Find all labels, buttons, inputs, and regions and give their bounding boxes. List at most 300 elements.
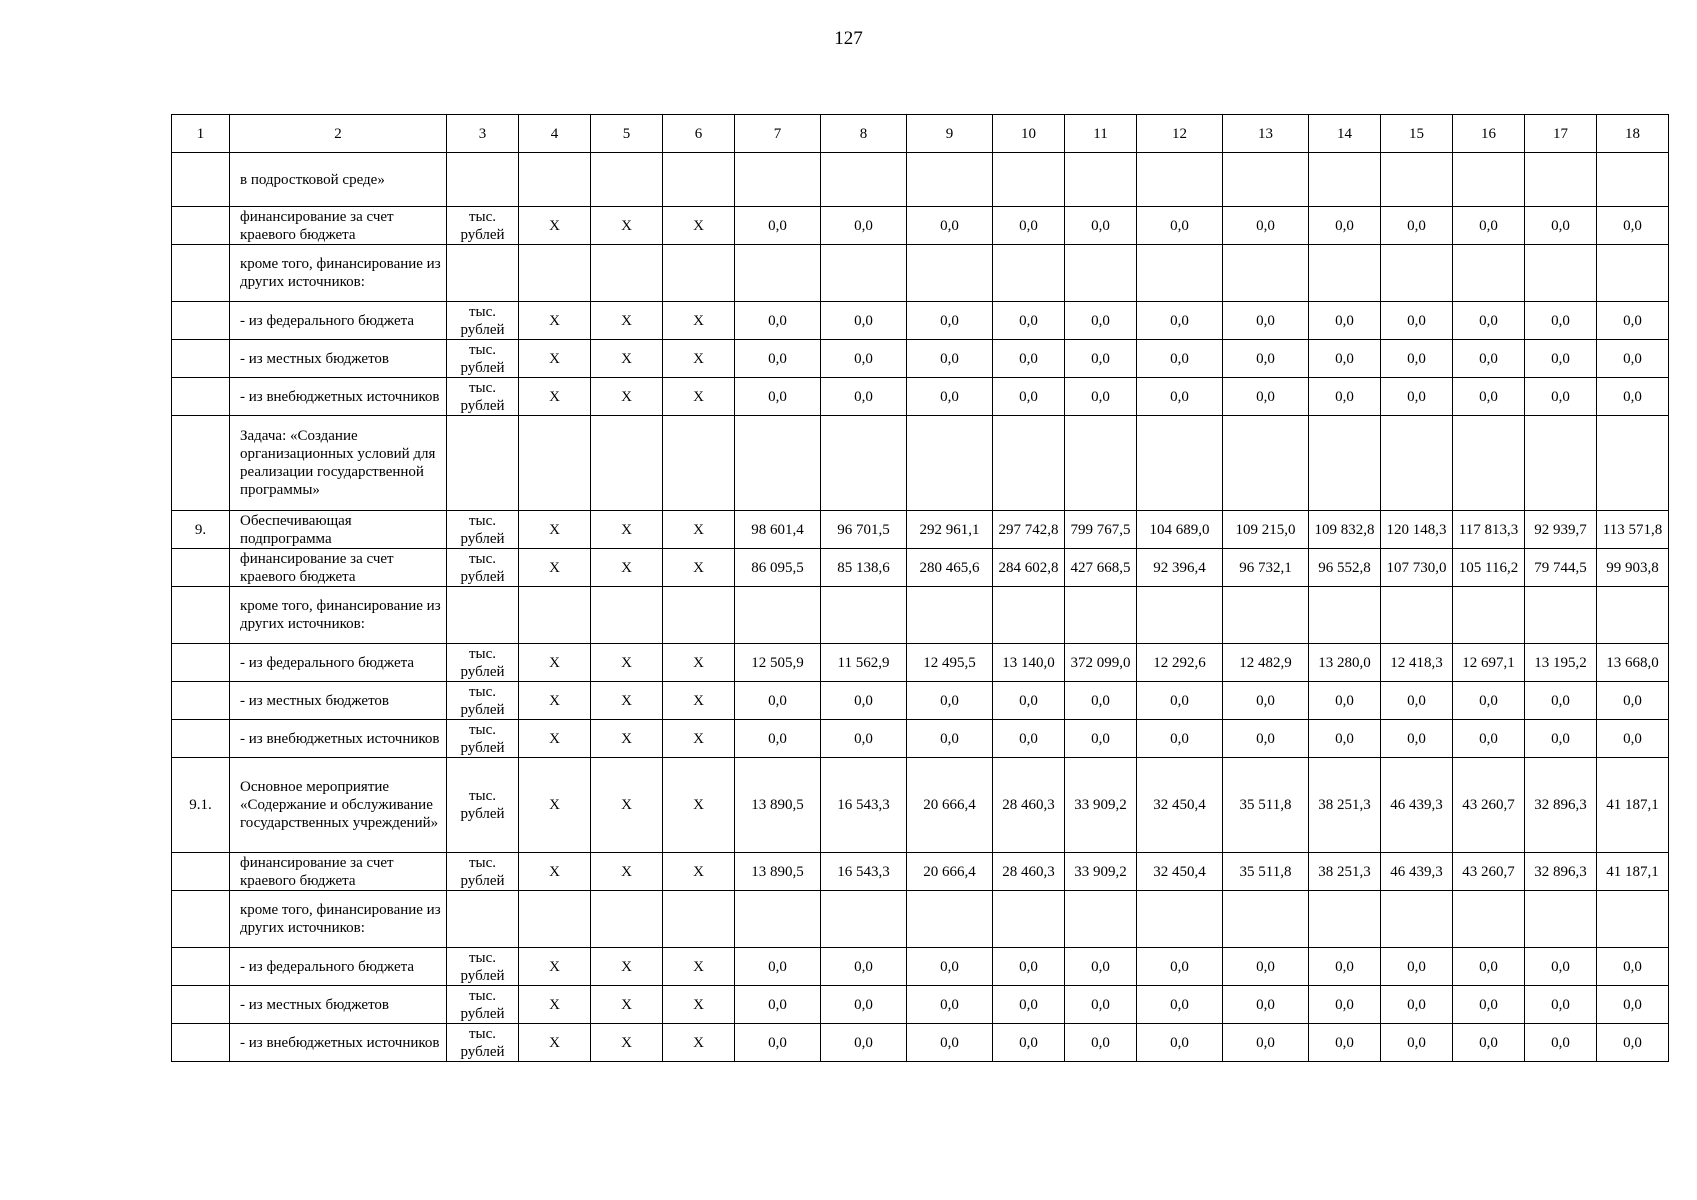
value-cell: 0,0 bbox=[907, 720, 993, 758]
value-cell: 0,0 bbox=[821, 986, 907, 1024]
value-cell: 0,0 bbox=[1381, 340, 1453, 378]
value-cell: 372 099,0 bbox=[1065, 644, 1137, 682]
column-number-header: 4 bbox=[519, 115, 591, 153]
value-cell: 0,0 bbox=[1309, 302, 1381, 340]
description-cell: - из внебюджетных источников bbox=[230, 720, 447, 758]
value-cell: 0,0 bbox=[1381, 207, 1453, 245]
value-cell: 16 543,3 bbox=[821, 853, 907, 891]
value-cell: 38 251,3 bbox=[1309, 853, 1381, 891]
value-cell: 32 450,4 bbox=[1137, 758, 1223, 853]
value-cell: 0,0 bbox=[1381, 986, 1453, 1024]
row-number-cell bbox=[172, 302, 230, 340]
unit-cell: тыс. рублей bbox=[447, 682, 519, 720]
value-cell: 0,0 bbox=[993, 378, 1065, 416]
value-cell: 0,0 bbox=[1525, 1024, 1597, 1062]
table-row bbox=[172, 587, 1669, 644]
value-cell bbox=[663, 245, 735, 302]
value-cell: 0,0 bbox=[1309, 378, 1381, 416]
value-cell: 0,0 bbox=[1309, 682, 1381, 720]
value-cell: 0,0 bbox=[1453, 1024, 1525, 1062]
value-cell bbox=[1381, 416, 1453, 511]
value-cell: 0,0 bbox=[1065, 340, 1137, 378]
value-cell bbox=[1525, 245, 1597, 302]
value-cell: 0,0 bbox=[1597, 340, 1669, 378]
table-row bbox=[172, 682, 1669, 720]
table-row bbox=[172, 378, 1669, 416]
value-cell: 41 187,1 bbox=[1597, 853, 1669, 891]
value-cell bbox=[1453, 153, 1525, 207]
table-row bbox=[172, 416, 1669, 511]
value-cell bbox=[1309, 245, 1381, 302]
value-cell: Х bbox=[591, 549, 663, 587]
value-cell bbox=[1065, 416, 1137, 511]
unit-cell: тыс. рублей bbox=[447, 644, 519, 682]
value-cell: Х bbox=[663, 986, 735, 1024]
description-cell: финансирование за счет краевого бюджета bbox=[230, 549, 447, 587]
value-cell bbox=[1065, 245, 1137, 302]
value-cell: 13 140,0 bbox=[993, 644, 1065, 682]
value-cell bbox=[1381, 587, 1453, 644]
value-cell bbox=[591, 891, 663, 948]
value-cell: 0,0 bbox=[1137, 948, 1223, 986]
value-cell: 33 909,2 bbox=[1065, 853, 1137, 891]
value-cell: 0,0 bbox=[993, 207, 1065, 245]
value-cell: 0,0 bbox=[907, 948, 993, 986]
description-cell: - из внебюджетных источников bbox=[230, 1024, 447, 1062]
row-number-cell bbox=[172, 340, 230, 378]
value-cell: 0,0 bbox=[1065, 378, 1137, 416]
value-cell: Х bbox=[663, 549, 735, 587]
value-cell: 0,0 bbox=[1525, 682, 1597, 720]
unit-cell bbox=[447, 416, 519, 511]
description-cell: кроме того, финансирование из других источников: bbox=[230, 891, 447, 948]
value-cell: 0,0 bbox=[1065, 720, 1137, 758]
value-cell: 0,0 bbox=[993, 302, 1065, 340]
value-cell: 0,0 bbox=[1137, 378, 1223, 416]
value-cell: Х bbox=[591, 948, 663, 986]
value-cell: 0,0 bbox=[1525, 207, 1597, 245]
description-cell: Задача: «Создание организационных условий для реализации государственной программы» bbox=[230, 416, 447, 511]
value-cell bbox=[993, 587, 1065, 644]
value-cell: 0,0 bbox=[1381, 378, 1453, 416]
value-cell: 46 439,3 bbox=[1381, 758, 1453, 853]
value-cell bbox=[519, 416, 591, 511]
value-cell: 0,0 bbox=[821, 720, 907, 758]
value-cell: 12 292,6 bbox=[1137, 644, 1223, 682]
column-number-header: 12 bbox=[1137, 115, 1223, 153]
value-cell: 96 732,1 bbox=[1223, 549, 1309, 587]
row-number-cell bbox=[172, 948, 230, 986]
value-cell bbox=[1137, 416, 1223, 511]
value-cell: 0,0 bbox=[1381, 1024, 1453, 1062]
column-number-header: 14 bbox=[1309, 115, 1381, 153]
value-cell bbox=[907, 153, 993, 207]
value-cell: 0,0 bbox=[993, 1024, 1065, 1062]
description-cell: в подростковой среде» bbox=[230, 153, 447, 207]
value-cell: 92 396,4 bbox=[1137, 549, 1223, 587]
value-cell bbox=[907, 416, 993, 511]
value-cell: 0,0 bbox=[1065, 1024, 1137, 1062]
value-cell: 28 460,3 bbox=[993, 853, 1065, 891]
value-cell: 0,0 bbox=[1597, 1024, 1669, 1062]
value-cell: 0,0 bbox=[907, 1024, 993, 1062]
value-cell bbox=[1309, 153, 1381, 207]
unit-cell: тыс. рублей bbox=[447, 302, 519, 340]
value-cell: 0,0 bbox=[1137, 302, 1223, 340]
column-number-header: 15 bbox=[1381, 115, 1453, 153]
value-cell bbox=[821, 587, 907, 644]
row-number-cell bbox=[172, 1024, 230, 1062]
column-number-header: 5 bbox=[591, 115, 663, 153]
unit-cell: тыс. рублей bbox=[447, 207, 519, 245]
value-cell bbox=[663, 587, 735, 644]
value-cell: 0,0 bbox=[735, 340, 821, 378]
value-cell: Х bbox=[591, 720, 663, 758]
value-cell bbox=[1137, 891, 1223, 948]
value-cell: 0,0 bbox=[821, 1024, 907, 1062]
value-cell bbox=[1453, 891, 1525, 948]
table-row bbox=[172, 1024, 1669, 1062]
value-cell bbox=[519, 245, 591, 302]
value-cell: 105 116,2 bbox=[1453, 549, 1525, 587]
column-number-header: 16 bbox=[1453, 115, 1525, 153]
table-row bbox=[172, 948, 1669, 986]
value-cell: Х bbox=[519, 758, 591, 853]
value-cell bbox=[993, 891, 1065, 948]
value-cell bbox=[519, 587, 591, 644]
value-cell: 46 439,3 bbox=[1381, 853, 1453, 891]
value-cell: 0,0 bbox=[1381, 720, 1453, 758]
value-cell bbox=[993, 153, 1065, 207]
value-cell: 0,0 bbox=[907, 986, 993, 1024]
value-cell: Х bbox=[663, 511, 735, 549]
row-number-cell bbox=[172, 986, 230, 1024]
value-cell bbox=[1223, 153, 1309, 207]
table-row bbox=[172, 153, 1669, 207]
value-cell: Х bbox=[519, 682, 591, 720]
value-cell: Х bbox=[591, 302, 663, 340]
value-cell: 0,0 bbox=[1309, 1024, 1381, 1062]
value-cell: 0,0 bbox=[993, 720, 1065, 758]
description-cell: - из местных бюджетов bbox=[230, 682, 447, 720]
value-cell: 85 138,6 bbox=[821, 549, 907, 587]
value-cell: Х bbox=[591, 644, 663, 682]
value-cell bbox=[1597, 587, 1669, 644]
value-cell: Х bbox=[519, 511, 591, 549]
unit-cell: тыс. рублей bbox=[447, 1024, 519, 1062]
value-cell: 284 602,8 bbox=[993, 549, 1065, 587]
value-cell: 0,0 bbox=[993, 948, 1065, 986]
column-number-header: 17 bbox=[1525, 115, 1597, 153]
value-cell: 35 511,8 bbox=[1223, 758, 1309, 853]
value-cell: Х bbox=[591, 207, 663, 245]
table-row bbox=[172, 302, 1669, 340]
value-cell: Х bbox=[519, 207, 591, 245]
table-row bbox=[172, 511, 1669, 549]
value-cell: 109 215,0 bbox=[1223, 511, 1309, 549]
value-cell: 13 195,2 bbox=[1525, 644, 1597, 682]
value-cell: 0,0 bbox=[1223, 720, 1309, 758]
value-cell: Х bbox=[591, 986, 663, 1024]
value-cell bbox=[519, 153, 591, 207]
value-cell: Х bbox=[519, 549, 591, 587]
value-cell bbox=[1597, 245, 1669, 302]
value-cell bbox=[663, 153, 735, 207]
column-number-header: 18 bbox=[1597, 115, 1669, 153]
value-cell: 0,0 bbox=[993, 986, 1065, 1024]
value-cell: Х bbox=[663, 948, 735, 986]
value-cell: 0,0 bbox=[1137, 340, 1223, 378]
budget-table bbox=[171, 114, 1669, 1062]
value-cell: 20 666,4 bbox=[907, 853, 993, 891]
value-cell bbox=[1309, 416, 1381, 511]
value-cell: 297 742,8 bbox=[993, 511, 1065, 549]
value-cell: 20 666,4 bbox=[907, 758, 993, 853]
value-cell: 12 505,9 bbox=[735, 644, 821, 682]
value-cell: 280 465,6 bbox=[907, 549, 993, 587]
value-cell: 117 813,3 bbox=[1453, 511, 1525, 549]
value-cell: 13 890,5 bbox=[735, 758, 821, 853]
unit-cell bbox=[447, 587, 519, 644]
value-cell: Х bbox=[519, 853, 591, 891]
page-number: 127 bbox=[834, 28, 863, 49]
value-cell bbox=[591, 416, 663, 511]
column-number-header: 8 bbox=[821, 115, 907, 153]
value-cell: 0,0 bbox=[1223, 378, 1309, 416]
value-cell bbox=[1453, 587, 1525, 644]
value-cell: 0,0 bbox=[1309, 720, 1381, 758]
value-cell bbox=[1525, 153, 1597, 207]
value-cell: 0,0 bbox=[1453, 682, 1525, 720]
value-cell: Х bbox=[663, 340, 735, 378]
value-cell: 0,0 bbox=[1137, 682, 1223, 720]
row-number-cell bbox=[172, 378, 230, 416]
description-cell: - из местных бюджетов bbox=[230, 986, 447, 1024]
row-number-cell bbox=[172, 853, 230, 891]
value-cell bbox=[1065, 891, 1137, 948]
value-cell: 0,0 bbox=[1309, 340, 1381, 378]
value-cell: 12 495,5 bbox=[907, 644, 993, 682]
table-row bbox=[172, 986, 1669, 1024]
value-cell: 28 460,3 bbox=[993, 758, 1065, 853]
value-cell: Х bbox=[519, 340, 591, 378]
row-number-cell bbox=[172, 587, 230, 644]
value-cell: Х bbox=[663, 682, 735, 720]
value-cell: 96 701,5 bbox=[821, 511, 907, 549]
value-cell: 0,0 bbox=[1453, 986, 1525, 1024]
value-cell: 0,0 bbox=[735, 986, 821, 1024]
value-cell: 0,0 bbox=[1525, 340, 1597, 378]
value-cell: Х bbox=[663, 378, 735, 416]
value-cell: 0,0 bbox=[1381, 682, 1453, 720]
column-number-header: 3 bbox=[447, 115, 519, 153]
value-cell: 0,0 bbox=[907, 207, 993, 245]
value-cell: 0,0 bbox=[1525, 302, 1597, 340]
table-row bbox=[172, 340, 1669, 378]
value-cell: 41 187,1 bbox=[1597, 758, 1669, 853]
value-cell: 0,0 bbox=[735, 948, 821, 986]
value-cell bbox=[1309, 587, 1381, 644]
value-cell bbox=[1597, 153, 1669, 207]
value-cell: 107 730,0 bbox=[1381, 549, 1453, 587]
value-cell bbox=[1381, 153, 1453, 207]
value-cell: 0,0 bbox=[1597, 302, 1669, 340]
value-cell: 79 744,5 bbox=[1525, 549, 1597, 587]
value-cell: 0,0 bbox=[907, 340, 993, 378]
value-cell bbox=[663, 891, 735, 948]
value-cell: 0,0 bbox=[1223, 207, 1309, 245]
value-cell: 0,0 bbox=[1065, 207, 1137, 245]
value-cell: 0,0 bbox=[1309, 948, 1381, 986]
value-cell bbox=[735, 891, 821, 948]
unit-cell bbox=[447, 245, 519, 302]
value-cell bbox=[1525, 587, 1597, 644]
description-cell: финансирование за счет краевого бюджета bbox=[230, 207, 447, 245]
value-cell: 0,0 bbox=[993, 682, 1065, 720]
value-cell bbox=[1453, 245, 1525, 302]
unit-cell: тыс. рублей bbox=[447, 340, 519, 378]
value-cell: 0,0 bbox=[1597, 986, 1669, 1024]
unit-cell: тыс. рублей bbox=[447, 986, 519, 1024]
value-cell: 0,0 bbox=[1065, 986, 1137, 1024]
value-cell: 0,0 bbox=[1065, 682, 1137, 720]
column-number-header: 6 bbox=[663, 115, 735, 153]
value-cell: 13 668,0 bbox=[1597, 644, 1669, 682]
value-cell: 0,0 bbox=[1525, 948, 1597, 986]
value-cell bbox=[735, 416, 821, 511]
unit-cell: тыс. рублей bbox=[447, 549, 519, 587]
value-cell: 98 601,4 bbox=[735, 511, 821, 549]
value-cell: Х bbox=[591, 340, 663, 378]
value-cell: 0,0 bbox=[821, 948, 907, 986]
unit-cell bbox=[447, 891, 519, 948]
value-cell bbox=[821, 153, 907, 207]
value-cell: 0,0 bbox=[993, 340, 1065, 378]
value-cell: Х bbox=[663, 302, 735, 340]
value-cell bbox=[1137, 587, 1223, 644]
value-cell: 86 095,5 bbox=[735, 549, 821, 587]
value-cell bbox=[519, 891, 591, 948]
value-cell: 0,0 bbox=[1597, 378, 1669, 416]
value-cell bbox=[1065, 153, 1137, 207]
value-cell: 120 148,3 bbox=[1381, 511, 1453, 549]
table-row bbox=[172, 853, 1669, 891]
value-cell: 0,0 bbox=[1453, 378, 1525, 416]
row-number-cell bbox=[172, 891, 230, 948]
value-cell: 0,0 bbox=[907, 682, 993, 720]
value-cell: 92 939,7 bbox=[1525, 511, 1597, 549]
value-cell: 32 896,3 bbox=[1525, 758, 1597, 853]
table-row bbox=[172, 720, 1669, 758]
value-cell: 96 552,8 bbox=[1309, 549, 1381, 587]
value-cell bbox=[1065, 587, 1137, 644]
value-cell: 13 890,5 bbox=[735, 853, 821, 891]
value-cell: 11 562,9 bbox=[821, 644, 907, 682]
table-row bbox=[172, 207, 1669, 245]
value-cell bbox=[735, 153, 821, 207]
table-row bbox=[172, 549, 1669, 587]
value-cell: 0,0 bbox=[1309, 986, 1381, 1024]
value-cell bbox=[1525, 416, 1597, 511]
row-number-cell bbox=[172, 720, 230, 758]
value-cell: 0,0 bbox=[1597, 720, 1669, 758]
value-cell: Х bbox=[591, 758, 663, 853]
value-cell: 0,0 bbox=[821, 207, 907, 245]
description-cell: Обеспечивающая подпрограмма bbox=[230, 511, 447, 549]
value-cell: 43 260,7 bbox=[1453, 758, 1525, 853]
column-number-header: 10 bbox=[993, 115, 1065, 153]
row-number-cell bbox=[172, 207, 230, 245]
value-cell: 0,0 bbox=[1223, 682, 1309, 720]
value-cell: Х bbox=[591, 1024, 663, 1062]
value-cell bbox=[821, 245, 907, 302]
value-cell: 16 543,3 bbox=[821, 758, 907, 853]
table-row bbox=[172, 758, 1669, 853]
value-cell: 0,0 bbox=[1065, 948, 1137, 986]
unit-cell: тыс. рублей bbox=[447, 511, 519, 549]
value-cell bbox=[1223, 245, 1309, 302]
unit-cell: тыс. рублей bbox=[447, 378, 519, 416]
value-cell: 0,0 bbox=[821, 302, 907, 340]
column-number-header: 13 bbox=[1223, 115, 1309, 153]
value-cell bbox=[1137, 153, 1223, 207]
value-cell: 13 280,0 bbox=[1309, 644, 1381, 682]
value-cell bbox=[1381, 891, 1453, 948]
description-cell: кроме того, финансирование из других источников: bbox=[230, 245, 447, 302]
value-cell bbox=[1309, 891, 1381, 948]
value-cell: 0,0 bbox=[1065, 302, 1137, 340]
value-cell: Х bbox=[519, 378, 591, 416]
row-number-cell bbox=[172, 682, 230, 720]
value-cell: Х bbox=[519, 1024, 591, 1062]
value-cell bbox=[1597, 416, 1669, 511]
row-number-cell: 9. bbox=[172, 511, 230, 549]
value-cell bbox=[1223, 891, 1309, 948]
value-cell: 0,0 bbox=[1453, 948, 1525, 986]
value-cell: 0,0 bbox=[821, 378, 907, 416]
value-cell bbox=[1453, 416, 1525, 511]
value-cell: 0,0 bbox=[1223, 302, 1309, 340]
value-cell bbox=[591, 587, 663, 644]
row-number-cell: 9.1. bbox=[172, 758, 230, 853]
value-cell: 0,0 bbox=[735, 1024, 821, 1062]
column-number-header: 7 bbox=[735, 115, 821, 153]
row-number-cell bbox=[172, 549, 230, 587]
value-cell: 0,0 bbox=[1453, 340, 1525, 378]
column-number-header: 9 bbox=[907, 115, 993, 153]
value-cell: 799 767,5 bbox=[1065, 511, 1137, 549]
value-cell: 38 251,3 bbox=[1309, 758, 1381, 853]
value-cell: 0,0 bbox=[1137, 986, 1223, 1024]
unit-cell: тыс. рублей bbox=[447, 720, 519, 758]
value-cell: Х bbox=[663, 644, 735, 682]
value-cell: Х bbox=[663, 720, 735, 758]
value-cell: 0,0 bbox=[1381, 948, 1453, 986]
value-cell: 0,0 bbox=[1597, 682, 1669, 720]
value-cell: 32 450,4 bbox=[1137, 853, 1223, 891]
unit-cell bbox=[447, 153, 519, 207]
value-cell: 0,0 bbox=[1223, 340, 1309, 378]
table-header-row bbox=[172, 115, 1669, 153]
value-cell: Х bbox=[591, 853, 663, 891]
value-cell bbox=[1223, 416, 1309, 511]
value-cell: 0,0 bbox=[1525, 378, 1597, 416]
value-cell: 0,0 bbox=[1453, 720, 1525, 758]
column-number-header: 11 bbox=[1065, 115, 1137, 153]
value-cell: 0,0 bbox=[1137, 720, 1223, 758]
value-cell bbox=[591, 245, 663, 302]
value-cell: 32 896,3 bbox=[1525, 853, 1597, 891]
